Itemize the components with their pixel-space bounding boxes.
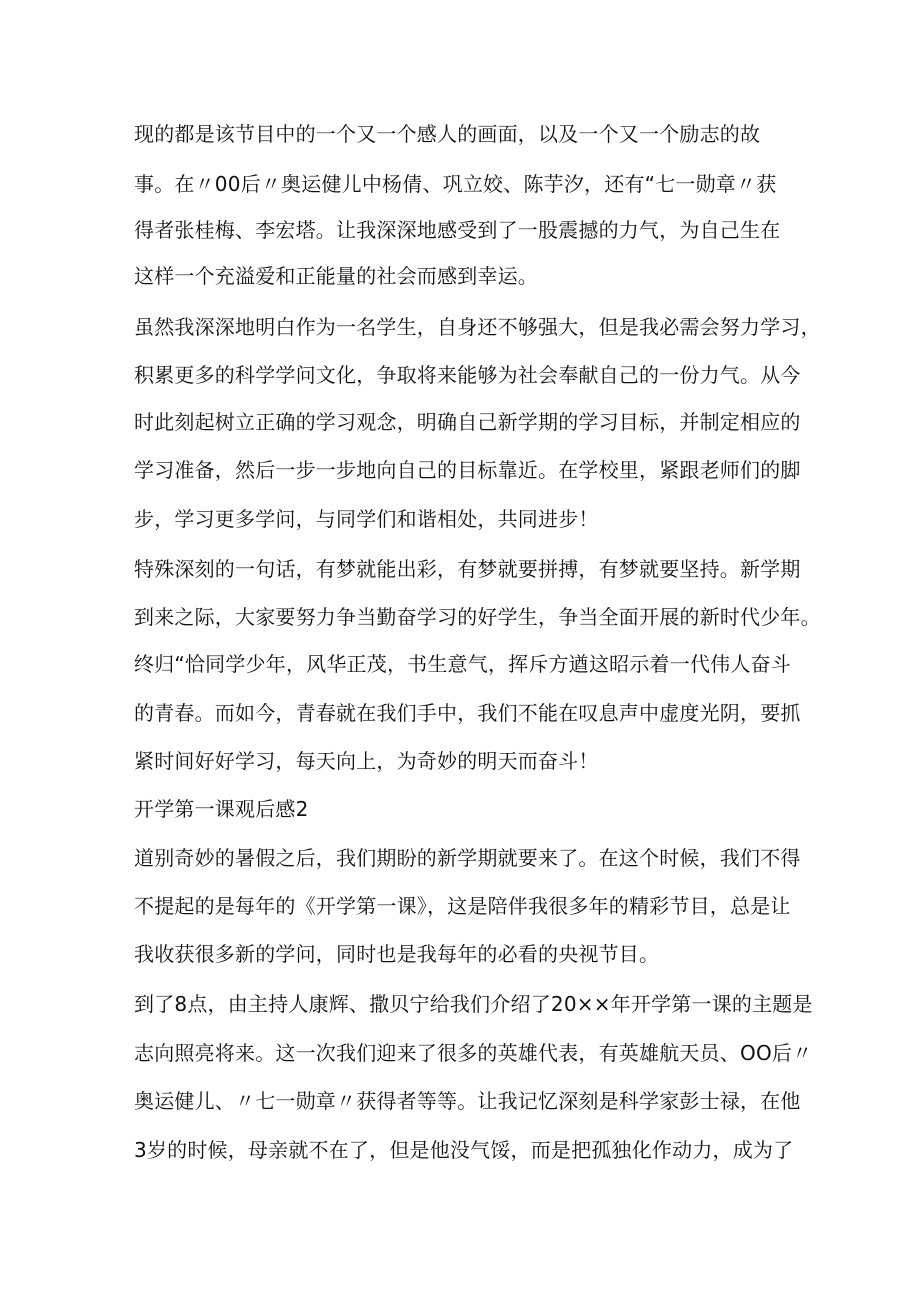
text-line: 不提起的是每年的《开学第一课》，这是陪伴我很多年的精彩节目，总是让 [134,894,791,918]
text-line: 志向照亮将来。这一次我们迎来了很多的英雄代表，有英雄航天员、OO后〃 [134,1041,813,1065]
text-line: 奥运健儿、〃七一勋章〃获得者等等。让我记忆深刻是科学家彭士禄，在他 [134,1089,801,1113]
text-line: 我收获很多新的学问，同时也是我每年的必看的央视节目。 [134,942,660,966]
text-line: 时此刻起树立正确的学习观念，明确自己新学期的学习目标，并制定相应的 [134,410,801,434]
text-line: 虽然我深深地明白作为一名学生，自身还不够强大，但是我必需会努力学习， [134,315,821,339]
text-line: 的青春。而如今，青春就在我们手中，我们不能在叹息声中虚度光阴，要抓 [134,701,801,725]
text-line: 终归“恰同学少年，风华正茂，书生意气，挥斥方遒这昭示着一代伟人奋斗 [134,652,791,676]
section-heading: 开学第一课观后感2 [134,797,309,821]
text-line: 得者张桂梅、李宏塔。让我深深地感受到了一股震撼的力气，为自己生在 [134,218,781,242]
text-line: 3岁的时候，母亲就不在了，但是他没气馁，而是把孤独化作动力，成为了 [134,1138,794,1162]
text-line: 特殊深刻的一句话，有梦就能出彩，有梦就要拼搏，有梦就要坚持。新学期 [134,557,801,581]
text-line: 紧时间好好学习，每天向上，为奇妙的明天而奋斗！ [134,749,599,773]
text-line: 这样一个充溢爱和正能量的社会而感到幸运。 [134,264,538,288]
text-line: 道别奇妙的暑假之后，我们期盼的新学期就要来了。在这个时候，我们不得 [134,846,801,870]
text-line: 到了8点，由主持人康辉、撒贝宁给我们介绍了20××年开学第一课的主题是 [134,992,813,1016]
text-line: 事。在〃00后〃奥运健儿中杨倩、巩立姣、陈芋汐，还有“七一勋章〃获 [134,172,777,196]
text-line: 学习准备，然后一步一步地向自己的目标靠近。在学校里，紧跟老师们的脚 [134,458,801,482]
text-line: 到来之际，大家要努力争当勤奋学习的好学生，争当全面开展的新时代少年。 [134,605,821,629]
text-line: 现的都是该节目中的一个又一个感人的画面，以及一个又一个励志的故 [134,122,761,146]
text-line: 积累更多的科学学问文化，争取将来能够为社会奉献自己的一份力气。从今 [134,363,801,387]
text-line: 步，学习更多学问，与同学们和谐相处，共同进步！ [134,507,599,531]
